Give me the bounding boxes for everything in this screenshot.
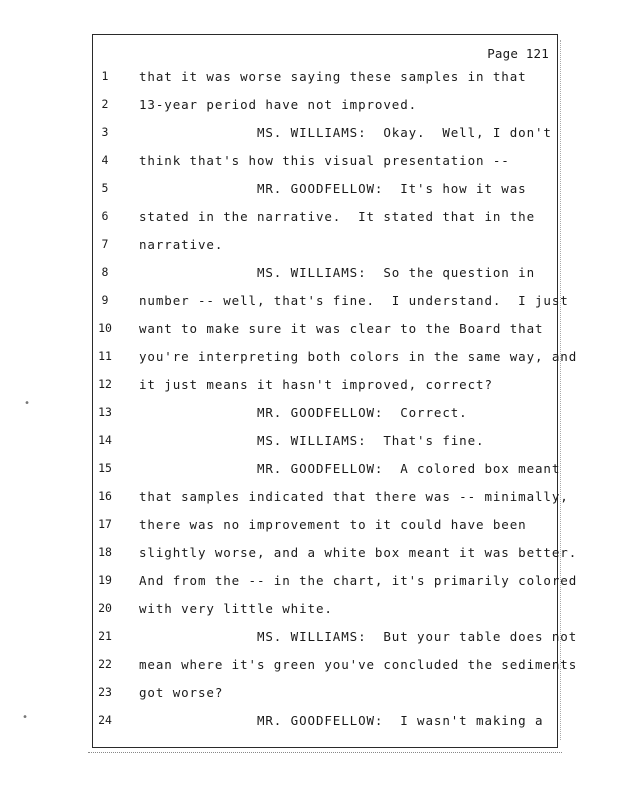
scan-edge-right — [560, 40, 561, 740]
transcript-line: narrative. — [139, 237, 224, 252]
scan-speck: • — [24, 398, 31, 409]
line-number: 11 — [98, 349, 112, 363]
line-number: 24 — [98, 713, 112, 727]
line-number: 4 — [101, 153, 109, 167]
scan-speck: • — [22, 712, 29, 723]
transcript-line: think that's how this visual presentation -- — [139, 153, 510, 168]
transcript-line: MS. WILLIAMS: So the question in — [139, 265, 536, 280]
transcript-line: MS. WILLIAMS: Okay. Well, I don't — [139, 125, 552, 140]
line-number: 5 — [101, 181, 109, 195]
line-number: 18 — [98, 545, 112, 559]
transcript-line: number -- well, that's fine. I understand. I just — [139, 293, 569, 308]
transcript-line: that it was worse saying these samples in that — [139, 69, 527, 84]
line-number: 21 — [98, 629, 112, 643]
transcript-line: with very little white. — [139, 601, 333, 616]
transcript-line: that samples indicated that there was -- minimally, — [139, 489, 569, 504]
transcript-line: MS. WILLIAMS: That's fine. — [139, 433, 485, 448]
transcript-line: mean where it's green you've concluded the sediments — [139, 657, 578, 672]
transcript-line: MR. GOODFELLOW: I wasn't making a — [139, 713, 544, 728]
scan-edge-bottom — [88, 752, 562, 753]
line-number: 19 — [98, 573, 112, 587]
transcript-line: stated in the narrative. It stated that in the — [139, 209, 536, 224]
transcript-line: it just means it hasn't improved, correct? — [139, 377, 493, 392]
line-number: 22 — [98, 657, 112, 671]
line-number: 20 — [98, 601, 112, 615]
line-number: 7 — [101, 237, 109, 251]
transcript-line: MR. GOODFELLOW: A colored box meant — [139, 461, 561, 476]
transcript-line: And from the -- in the chart, it's primarily colored — [139, 573, 578, 588]
transcript-line: MS. WILLIAMS: But your table does not — [139, 629, 578, 644]
line-number: 16 — [98, 489, 112, 503]
transcript-line: MR. GOODFELLOW: Correct. — [139, 405, 468, 420]
transcript-line: you're interpreting both colors in the same way, and — [139, 349, 578, 364]
transcript-page — [92, 34, 578, 748]
line-number: 17 — [98, 517, 112, 531]
line-number: 3 — [101, 125, 109, 139]
line-number: 6 — [101, 209, 109, 223]
line-number: 23 — [98, 685, 112, 699]
page-number: Page 121 — [487, 46, 549, 61]
transcript-line: got worse? — [139, 685, 224, 700]
transcript-line: slightly worse, and a white box meant it was better. — [139, 545, 578, 560]
transcript-line: 13-year period have not improved. — [139, 97, 418, 112]
line-number: 1 — [101, 69, 109, 83]
line-number: 14 — [98, 433, 112, 447]
transcript-line: want to make sure it was clear to the Board that — [139, 321, 544, 336]
line-number: 13 — [98, 405, 112, 419]
transcript-line: there was no improvement to it could have been — [139, 517, 527, 532]
line-number: 9 — [101, 293, 109, 307]
line-number: 8 — [101, 265, 109, 279]
line-number: 10 — [98, 321, 112, 335]
line-number: 2 — [101, 97, 109, 111]
line-number: 12 — [98, 377, 112, 391]
transcript-line: MR. GOODFELLOW: It's how it was — [139, 181, 527, 196]
line-number: 15 — [98, 461, 112, 475]
